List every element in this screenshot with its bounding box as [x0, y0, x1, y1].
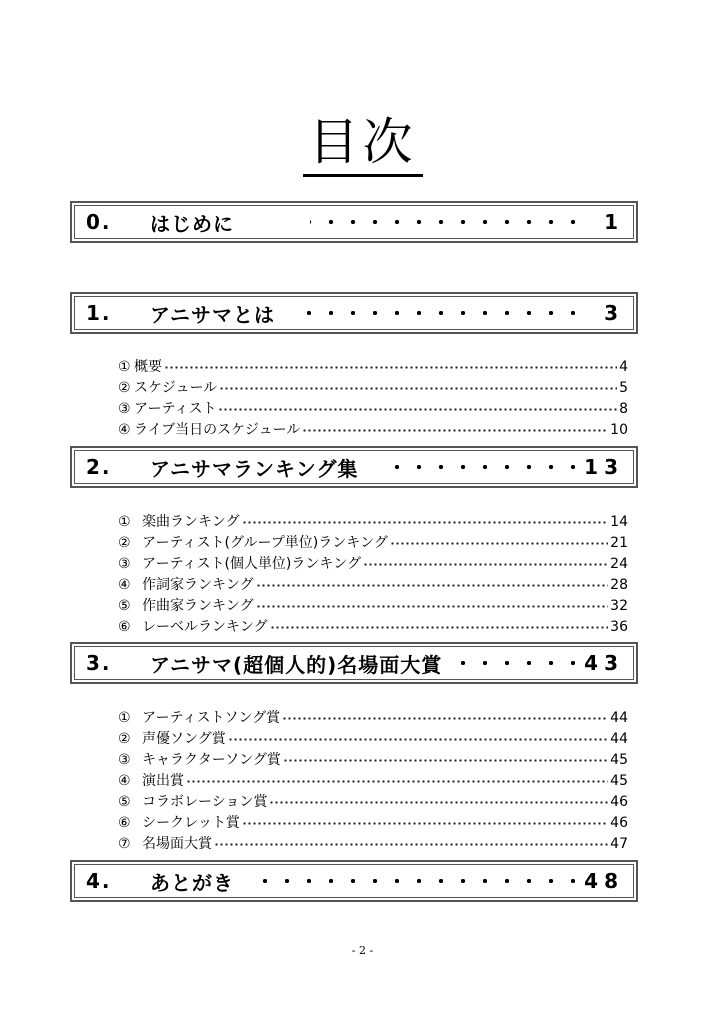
- toc-entry[interactable]: [118, 834, 628, 855]
- dot-leader: [256, 584, 609, 587]
- dot-leader: [214, 843, 608, 846]
- entry-text: アーティストソング賞: [142, 710, 281, 726]
- entry-text: アーティスト: [134, 401, 217, 417]
- dot-leader: [294, 311, 584, 315]
- chapter-number: 4.: [86, 869, 112, 893]
- toc-entry[interactable]: [118, 575, 628, 596]
- toc-entry[interactable]: [118, 533, 628, 554]
- dot-leader: [283, 759, 608, 762]
- entry-page: 36: [610, 619, 628, 635]
- chapter-2-box[interactable]: [70, 446, 638, 488]
- dot-leader: [270, 626, 609, 629]
- entry-page: 8: [619, 401, 628, 417]
- dot-leader: [218, 408, 617, 411]
- entry-marker: ③: [118, 752, 131, 768]
- chapter-label: はじめに: [150, 211, 234, 236]
- chapter-label: アニサマランキング集: [150, 456, 359, 481]
- entry-marker: ②: [118, 535, 131, 551]
- entry-marker: ③: [118, 556, 131, 572]
- entry-text: コラボレーション賞: [142, 794, 268, 810]
- toc-entry[interactable]: [118, 750, 628, 771]
- chapter-number: 2.: [86, 455, 112, 479]
- entry-page: 24: [610, 556, 628, 572]
- entry-page: 46: [610, 794, 628, 810]
- entry-page: 45: [610, 752, 628, 768]
- entry-text: スケジュール: [134, 380, 218, 396]
- entry-marker: ⑤: [118, 598, 131, 614]
- entry-page: 32: [610, 598, 628, 614]
- toc-entry[interactable]: [118, 399, 628, 420]
- toc-entry[interactable]: [118, 617, 628, 638]
- entry-page: 5: [619, 380, 628, 396]
- chapter-0-box[interactable]: [70, 201, 638, 243]
- entry-marker: ①: [118, 514, 131, 530]
- page-number: - 2 -: [351, 944, 374, 957]
- entry-page: 45: [610, 773, 628, 789]
- toc-entry[interactable]: [118, 378, 628, 399]
- entry-text: 名場面大賞: [142, 836, 212, 852]
- entry-page: 46: [610, 815, 628, 831]
- entry-text: アーティスト(個人単位)ランキング: [142, 556, 361, 572]
- dot-leader: [186, 780, 608, 783]
- toc-entry[interactable]: [118, 708, 628, 729]
- dot-leader: [256, 605, 609, 608]
- entry-page: 44: [610, 710, 628, 726]
- chapter-page: 48: [584, 869, 624, 893]
- dot-leader: [256, 879, 584, 883]
- dot-leader: [242, 822, 608, 825]
- entry-marker: ⑥: [118, 815, 131, 831]
- chapter-label: あとがき: [150, 870, 234, 895]
- dot-leader: [302, 429, 608, 432]
- entry-page: 21: [610, 535, 628, 551]
- chapter-3-box[interactable]: [70, 642, 638, 684]
- toc-entry[interactable]: [118, 420, 628, 441]
- dot-leader: [269, 801, 608, 804]
- dot-leader: [282, 717, 608, 720]
- chapter-4-box[interactable]: [70, 860, 638, 902]
- entry-page: 4: [619, 359, 628, 375]
- entry-page: 14: [610, 514, 628, 530]
- entry-text: 楽曲ランキング: [142, 514, 240, 530]
- entry-text: 作曲家ランキング: [142, 598, 254, 614]
- chapter-page: 1: [604, 210, 624, 234]
- chapter-1-box[interactable]: [70, 292, 638, 334]
- dot-leader: [390, 542, 608, 545]
- entry-marker: ④: [118, 577, 131, 593]
- entry-marker: ⑥: [118, 619, 131, 635]
- dot-leader: [228, 738, 608, 741]
- entry-text: アーティスト(グループ単位)ランキング: [142, 535, 388, 551]
- entry-marker: ④: [118, 773, 131, 789]
- dot-leader: [219, 387, 617, 390]
- entry-page: 28: [610, 577, 628, 593]
- entry-marker: ①: [118, 710, 131, 726]
- entry-text: 作詞家ランキング: [142, 577, 254, 593]
- toc-entry[interactable]: [118, 792, 628, 813]
- chapter-label: アニサマ(超個人的)名場面大賞: [150, 652, 443, 677]
- entry-marker: ⑤: [118, 794, 131, 810]
- entry-marker: ①: [118, 359, 131, 375]
- chapter-page: 13: [584, 455, 624, 479]
- entry-marker: ③: [118, 401, 131, 417]
- toc-entry[interactable]: [118, 771, 628, 792]
- toc-entry[interactable]: [118, 813, 628, 834]
- chapter-number: 1.: [86, 301, 112, 325]
- entry-text: 概要: [134, 359, 162, 375]
- entry-text: キャラクターソング賞: [142, 752, 281, 768]
- entry-page: 44: [610, 731, 628, 747]
- entry-marker: ②: [118, 731, 131, 747]
- entry-page: 10: [610, 422, 628, 438]
- dot-leader: [310, 220, 584, 224]
- entry-text: 演出賞: [142, 773, 184, 789]
- dot-leader: [242, 521, 609, 524]
- entry-page: 47: [610, 836, 628, 852]
- chapter-number: 0.: [86, 210, 112, 234]
- dot-leader: [378, 465, 584, 469]
- chapter-label: アニサマとは: [150, 302, 275, 327]
- entry-text: 声優ソング賞: [142, 731, 226, 747]
- chapter-page: 3: [604, 301, 624, 325]
- entry-marker: ④: [118, 422, 131, 438]
- entry-text: ライブ当日のスケジュール: [134, 422, 301, 438]
- dot-leader: [458, 661, 584, 665]
- dot-leader: [363, 563, 608, 566]
- toc-entry[interactable]: [118, 729, 628, 750]
- entry-marker: ⑦: [118, 836, 131, 852]
- entry-marker: ②: [118, 380, 131, 396]
- chapter-number: 3.: [86, 651, 112, 675]
- toc-entry[interactable]: [118, 357, 628, 378]
- title-text: 目次: [303, 112, 423, 177]
- toc-entry[interactable]: [118, 596, 628, 617]
- toc-entry[interactable]: [118, 512, 628, 533]
- dot-leader: [164, 366, 617, 369]
- toc-entry[interactable]: [118, 554, 628, 575]
- entry-text: シークレット賞: [142, 815, 240, 831]
- page-title: [0, 112, 725, 177]
- chapter-page: 43: [584, 651, 624, 675]
- entry-text: レーベルランキング: [142, 619, 268, 635]
